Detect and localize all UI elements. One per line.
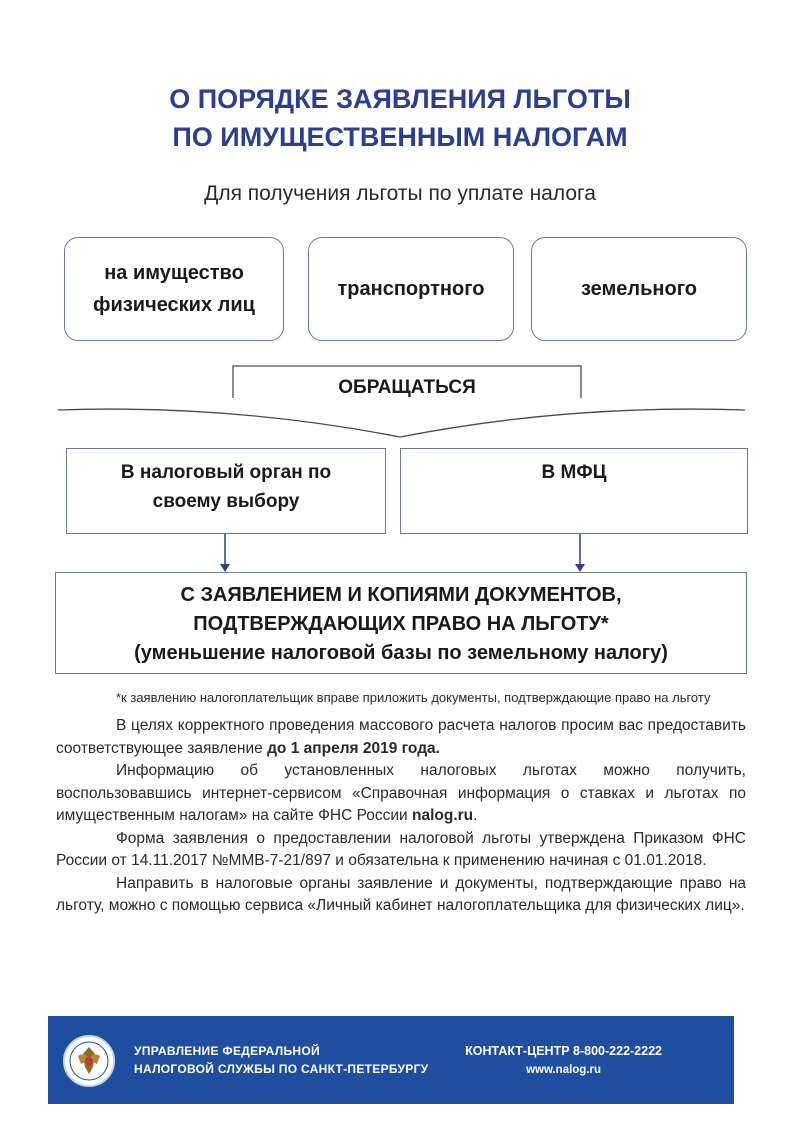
title-line-2: ПО ИМУЩЕСТВЕННЫМ НАЛОГАМ <box>172 122 628 152</box>
footer-organization <box>134 1042 428 1078</box>
tax-type-property-line-2: физических лиц <box>93 294 255 316</box>
footer-website-link[interactable]: www.nalog.ru <box>526 1064 602 1076</box>
apply-banner-shape <box>0 360 800 440</box>
tax-office-line-1: В налоговый орган по <box>120 462 332 483</box>
documents-line-2: ПОДТВЕРЖДАЮЩИХ ПРАВО НА ЛЬГОТУ* <box>193 613 609 635</box>
note-personal-account: Направить в налоговые органы заявление и документы, подтверждающие право на льготу, можно с помощью сервиса «Личный кабинет налогоплательщика для физических лиц». <box>56 874 746 914</box>
tax-type-property-box <box>64 237 284 341</box>
mfc-box <box>400 448 748 534</box>
note-info-service <box>56 760 746 828</box>
arrow-right-head <box>575 564 585 572</box>
note-info-end: . <box>473 807 478 824</box>
footer-org-line-2: НАЛОГОВОЙ СЛУЖБЫ ПО САНКТ-ПЕТЕРБУРГУ <box>134 1062 429 1076</box>
tax-type-transport-label: транспортного <box>337 278 485 300</box>
note-deadline <box>56 715 746 760</box>
tax-type-land-label: земельного <box>580 278 698 300</box>
title-line-1: О ПОРЯДКЕ ЗАЯВЛЕНИЯ ЛЬГОТЫ <box>169 84 631 114</box>
footer-org-line-1: УПРАВЛЕНИЕ ФЕДЕРАЛЬНОЙ <box>134 1044 320 1058</box>
tax-office-box <box>66 448 386 534</box>
fns-emblem-icon <box>62 1034 116 1088</box>
footnote: *к заявлению налогоплательщик вправе приложить документы, подтверждающие право на льготу <box>116 690 711 705</box>
mfc-label: В МФЦ <box>541 462 607 483</box>
footer-contact <box>465 1042 662 1080</box>
note-info-text: Информацию об установленных налоговых льготах можно получить, воспользовавшись интернет-сервисом «Справочная информация о ставках и льготах по имущественным налогам» на сайте ФНС России <box>56 762 746 824</box>
apply-label: ОБРАЩАТЬСЯ <box>338 377 476 398</box>
note-deadline-text: В целях корректного проведения массового расчета налогов просим вас предоставить соответствующее заявление <box>56 717 746 757</box>
documents-box <box>55 572 747 674</box>
apply-banner-left-curve <box>58 409 400 437</box>
documents-line-1: С ЗАЯВЛЕНИЕМ И КОПИЯМИ ДОКУМЕНТОВ, <box>180 584 622 606</box>
tax-type-property-line-1: на имущество <box>104 262 244 284</box>
apply-banner-right-curve <box>400 409 745 437</box>
page-title <box>0 80 800 156</box>
arrow-left-head <box>220 564 230 572</box>
tax-office-line-2: своему выбору <box>152 491 300 512</box>
tax-type-land-box <box>531 237 747 341</box>
footer-contact-center: КОНТАКТ-ЦЕНТР 8-800-222-2222 <box>465 1044 662 1058</box>
note-info-site: nalog.ru <box>411 807 474 824</box>
subtitle: Для получения льготы по уплате налога <box>204 182 596 205</box>
flow-arrows <box>0 534 800 574</box>
note-form-order: Форма заявления о предоставлении налоговой льготы утверждена Приказом ФНС России от 14.11.2017 №ММВ-7-21/897 и обязательна к применению начиная с 01.01.2018. <box>56 829 746 869</box>
documents-line-3: (уменьшение налоговой базы по земельному налогу) <box>134 642 668 664</box>
notes-section <box>56 688 746 918</box>
footer-banner <box>48 1016 734 1104</box>
tax-type-transport-box <box>308 237 514 341</box>
note-deadline-date: до 1 апреля 2019 года. <box>267 739 440 757</box>
